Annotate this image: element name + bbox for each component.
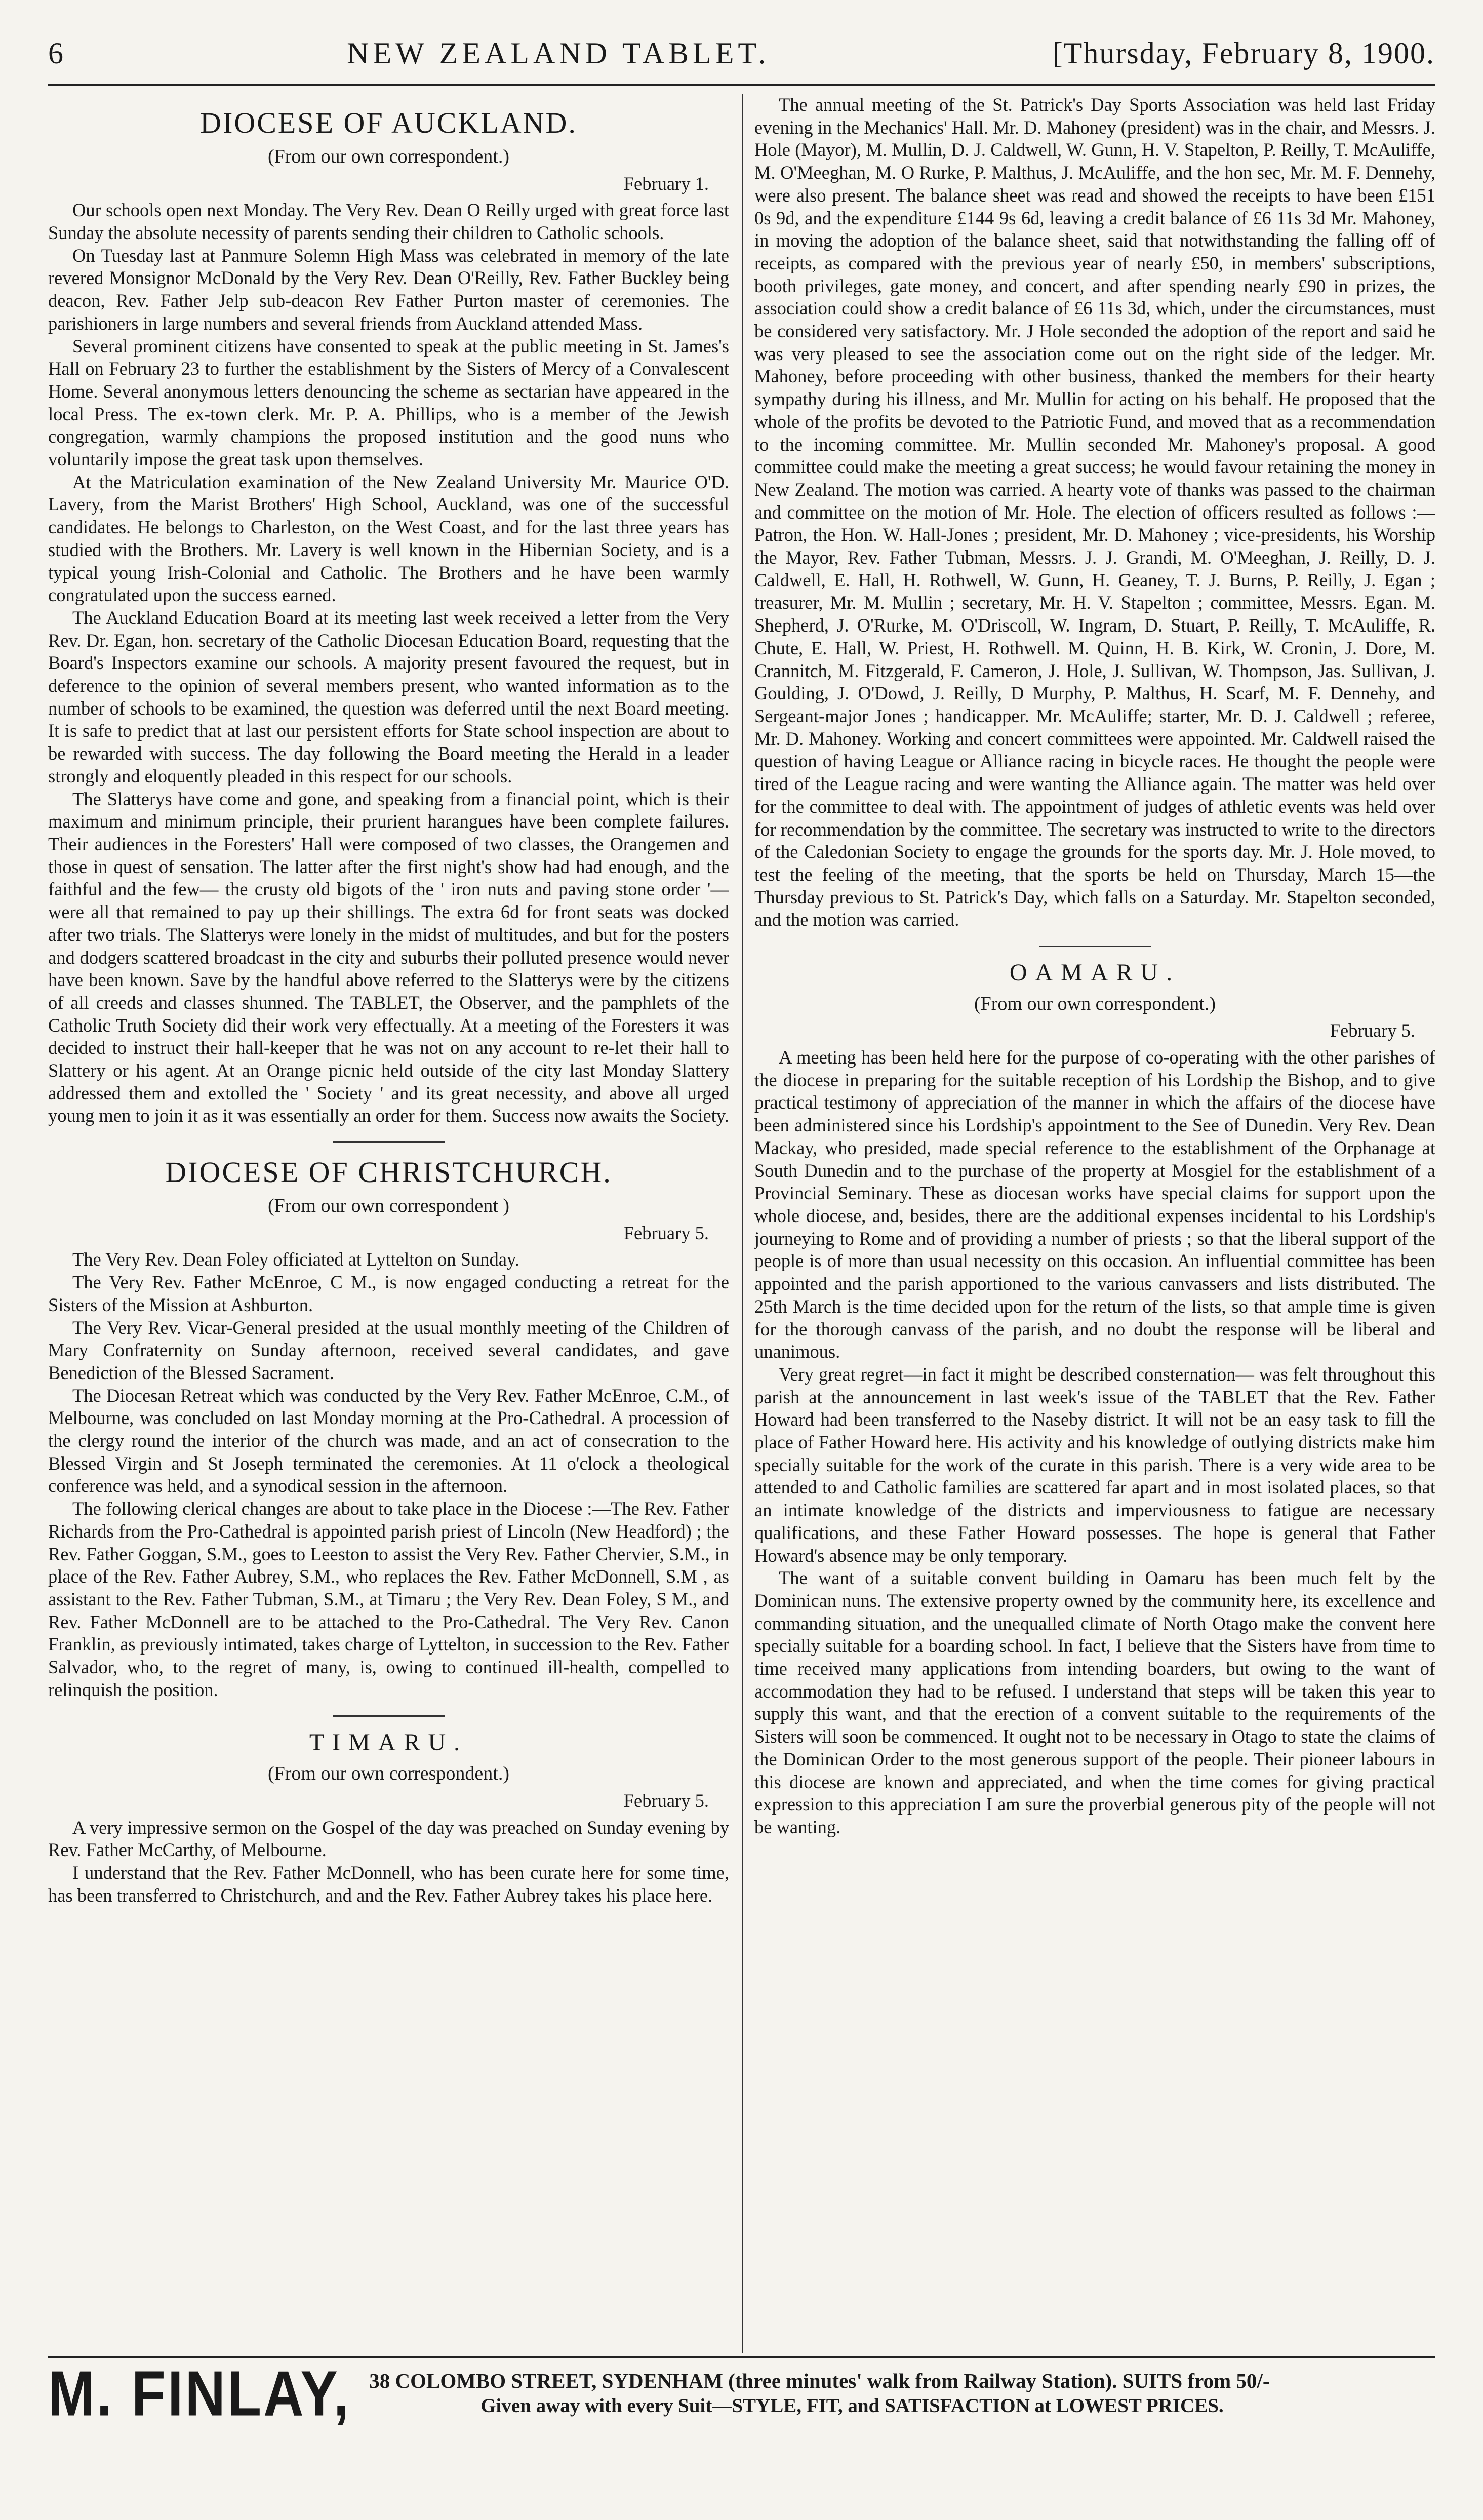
christchurch-title: DIOCESE OF CHRISTCHURCH. <box>165 1156 612 1189</box>
advert-line-1: 38 COLOMBO STREET, SYDENHAM (three minutes' walk from Railway Station). SUITS from 50/- <box>369 2369 1270 2392</box>
timaru-paragraph: A very impressive sermon on the Gospel of the day was preached on Sunday evening by Rev. Father McCarthy, of Melbourne. <box>48 1817 729 1861</box>
christchurch-paragraph: The Very Rev. Vicar-General presided at the usual monthly meeting of the Children of Mary Confraternity on Sunday afternoon, received several candidates, and gave Benediction of the Blessed Sacrament. <box>48 1317 729 1383</box>
column-divider <box>742 94 743 2353</box>
christchurch-paragraph: The Very Rev. Father McEnroe, C M., is now engaged conducting a retreat for the Sisters of the Mission at Ashburton. <box>48 1272 729 1315</box>
newspaper-title: NEW ZEALAND TABLET. <box>347 36 770 70</box>
oamaru-paragraph: Very great regret—in fact it might be described consternation— was felt throughout this parish at the announcement in last week's issue of the TABLET that the Rev. Father Howard had been transferred to the Naseby district. It will not be an easy task to fill the place of Father Howard here. His activity and his knowledge of outlying districts make him specially suitable for the work of the curate in this parish. There is a very wide area to be attended to and Catholic families are scattered far apart and in most isolated places, so that an intimate knowledge of the districts and imperviousness to fatigue are necessary qualifications, and these Father Howard possesses. The hope is general that Father Howard's absence may be only temporary. <box>754 1363 1435 1566</box>
christchurch-correspondent: (From our own correspondent ) <box>267 1195 509 1217</box>
oamaru-title: OAMARU. <box>1009 959 1181 987</box>
auckland-correspondent: (From our own correspondent.) <box>267 146 509 168</box>
christchurch-date: February 5. <box>623 1222 709 1243</box>
christchurch-paragraph: The Very Rev. Dean Foley officiated at Lyttelton on Sunday. <box>72 1249 519 1270</box>
auckland-date: February 1. <box>623 173 709 194</box>
sports-paragraph: The annual meeting of the St. Patrick's Day Sports Association was held last Friday evening in the Mechanics' Hall. Mr. D. Mahoney (president) was in the chair, and Messrs. J. Hole (Mayor), M. Mullin, D. J. Caldwell, W. Gunn, H. V. Stapelton, P. Reilly, T. McAuliffe, M. O'Meeghan, M. O Rurke, P. Malthus, J. McAuliffe, and the hon sec, Mr. M. F. Dennehy, were also present. The balance sheet was read and showed the receipts to have been £151 0s 9d, and the expenditure £144 9s 6d, leaving a credit balance of £6 11s 3d Mr. Mahoney, in moving the adoption of the balance sheet, said that notwithstanding the falling off of receipts, as compared with the previous year of nearly £50, in members' subscriptions, booth privileges, gate money, and concert, and after spending nearly £90 in prizes, the association could show a credit balance of £6 11s 3d, which, under the circumstances, must be considered very satisfactory. Mr. J Hole seconded the adoption of the report and said he was very pleased to see the association come out on the right side of the ledger. Mr. Mahoney, before proceeding with other business, thanked the members for their hearty sympathy during his illness, and Mr. Mullin for acting on his behalf. He proposed that the whole of the profits be devoted to the Patriotic Fund, and moved that as a recommendation to the incoming committee. Mr. Mullin seconded Mr. Mahoney's proposal. A good committee could make the meeting a great success; he would favour retaining the money in New Zealand. The motion was carried. A hearty vote of thanks was passed to the chairman and committee on the motion of Mr. Hole. The election of officers resulted as follows :—Patron, the Hon. W. Hall-Jones ; president, Mr. D. Mahoney ; vice-presidents, his Worship the Mayor, Rev. Father Tubman, Messrs. J. J. Grandi, M. O'Meeghan, J. Reilly, D. J. Caldwell, E. Hall, H. Rothwell, W. Gunn, H. Geaney, T. J. Burns, P. Reilly, J. Egan ; treasurer, Mr. M. Mullin ; secretary, Mr. H. V. Stapelton ; committee, Messrs. Egan. M. Shepherd, J. O'Rurke, M. O'Driscoll, W. Ingram, D. Stuart, P. Reilly, T. McAuliffe, R. Chute, E. Hall, W. Priest, H. Rothwell. M. Quinn, H. B. Kirk, W. Cronin, J. Dore, M. Crannitch, M. Fitzgerald, F. Cameron, J. Hole, J. Sullivan, W. Thompson, Jas. Sullivan, J. Goulding, J. O'Dowd, J. Reilly, D Murphy, P. Malthus, H. Scarf, M. F. Dennehy, and Sergeant-major Jones ; handicapper. Mr. McAuliffe; starter, Mr. D. J. Caldwell ; referee, Mr. D. Mahoney. Working and concert committees were appointed. Mr. Caldwell raised the question of having League or Alliance racing in bicycle races. He thought the people were tired of the League racing and were wanting the Alliance again. The matter was held over for the committee to deal with. The appointment of judges of athletic events was held over for recommendation by the committee. The secretary was instructed to write to the directors of the Caledonian Society to engage the grounds for the sports day. Mr. J. Hole moved, to test the feeling of the meeting, that the sports be held on Thursday, March 15—the Thursday previous to St. Patrick's Day, which falls on a Saturday. Mr. Stapelton seconded, and the motion was carried. <box>754 94 1435 930</box>
timaru-title: TIMARU. <box>309 1729 468 1756</box>
timaru-paragraph: I understand that the Rev. Father McDonnell, who has been curate here for some time, has been transferred to Christchurch, and and the Rev. Father Aubrey takes his place here. <box>48 1862 729 1906</box>
advert-name: M. FINLAY, <box>48 2357 351 2429</box>
christchurch-paragraph: The Diocesan Retreat which was conducted by the Very Rev. Father McEnroe, C.M., of Melbourne, was concluded on last Monday morning at the Pro-Cathedral. A procession of the clergy round the interior of the church was made, and an act of consecration to the Blessed Virgin and St Joseph terminated the ceremonies. At 11 o'clock a theological conference was held, and a synodical session in the afternoon. <box>48 1385 729 1497</box>
oamaru-correspondent: (From our own correspondent.) <box>974 993 1216 1014</box>
section-separator <box>333 1715 445 1717</box>
right-column <box>754 94 1435 2353</box>
page-number: 6 <box>48 36 64 70</box>
auckland-paragraph: On Tuesday last at Panmure Solemn High Mass was celebrated in memory of the late revered Monsignor McDonald by the Very Rev. Dean O'Reilly, Rev. Father Buckley being deacon, Rev. Father Jelp sub-deacon Rev Father Purton master of ceremonies. The parishioners in large numbers and several friends from Auckland attended Mass. <box>48 245 729 334</box>
left-column <box>48 94 729 2353</box>
issue-date: [Thursday, February 8, 1900. <box>1052 36 1435 70</box>
auckland-paragraph: The Auckland Education Board at its meeting last week received a letter from the Very Rev. Dr. Egan, hon. secretary of the Catholic Diocesan Education Board, requesting that the Board's Inspectors examine our schools. A majority present favoured the request, but in deference to the opinion of several members present, who wanted information as to the number of schools to be examined, the question was deferred until the next Board meeting. It is safe to predict that at last our persistent efforts for State school inspection are about to be rewarded with success. The day following the Board meeting the Herald in a leader strongly and eloquently pleaded in this respect for our schools. <box>48 607 729 786</box>
timaru-date: February 5. <box>623 1790 709 1811</box>
page-header <box>48 25 1435 81</box>
oamaru-paragraph: A meeting has been held here for the purpose of co-operating with the other parishes of the diocese in preparing for the suitable reception of his Lordship the Bishop, and to give practical testimony of appreciation of the manner in which the affairs of the diocese have been administered since his Lordship's appointment to the See of Dunedin. Very Rev. Dean Mackay, who presided, made special reference to the establishment of the Orphanage at South Dunedin and to the purchase of the property at Mosgiel for the establishment of a Provincial Seminary. These as diocesan works have special claims for support upon the whole diocese, and, besides, there are the additional expenses incidental to his Lordship's journeying to Rome and of providing a number of priests ; so that the liberal support of the people is of more than usual necessity on this occasion. An influential committee has been appointed and the parish apportioned to the various canvassers and lists distributed. The 25th March is the time decided upon for the return of the lists, so that ample time is given for the thorough canvass of the parish, and no doubt the response will be liberal and unanimous. <box>754 1047 1435 1362</box>
oamaru-paragraph: The want of a suitable convent building in Oamaru has been much felt by the Dominican nuns. The extensive property owned by the community here, its excellence and commanding situation, and the unequalled climate of North Otago make the convent here specially suitable for a boarding school. In fact, I believe that the Sisters have from time to time received many applications from intending boarders, but owing to the want of accommodation they had to be refused. I understand that steps will be taken this year to supply this want, and that the erection of a convent suitable to the requirements of the Sisters will soon be commenced. It ought not to be necessary in Otago to state the claims of the Dominican Order to the most generous support of the people. Their pioneer labours in this diocese are known and appreciated, and when the time comes for giving practical expression to this appreciation I am sure the proverbial generous pity of the people will not be wanting. <box>754 1567 1435 1837</box>
auckland-paragraph: Our schools open next Monday. The Very Rev. Dean O Reilly urged with great force last Sunday the absolute necessity of parents sending their children to Catholic schools. <box>48 200 729 243</box>
auckland-paragraph: Several prominent citizens have consented to speak at the public meeting in St. James's Hall on February 23 to further the establishment by the Sisters of Mercy of a Convalescent Home. Several anonymous letters denouncing the scheme as sectarian have appeared in the local Press. The ex-town clerk. Mr. P. A. Phillips, who is a member of the Jewish congregation, warmly champions the proposed institution and the good nuns who voluntarily impose the great task upon themselves. <box>48 335 729 470</box>
section-separator <box>1039 946 1151 947</box>
christchurch-paragraph: The following clerical changes are about to take place in the Diocese :—The Rev. Father Richards from the Pro-Cathedral is appointed parish priest of Lincoln (New Headford) ; the Rev. Father Goggan, S.M., goes to Leeston to assist the Very Rev. Father Chervier, S.M., in place of the Rev. Father Aubrey, S.M., who replaces the Rev. Father McDonnell, S.M , as assistant to the Rev. Father Tubman, S.M., at Timaru ; the Very Rev. Dean Foley, S M., and Rev. Father McDonnell are to be attached to the Pro-Cathedral. The Very Rev. Canon Franklin, as previously intimated, takes charge of Lyttelton, in succession to the Rev. Father Salvador, who, to the regret of many, is, owing to continued ill-health, compelled to relinquish the position. <box>48 1498 729 1700</box>
auckland-paragraph: At the Matriculation examination of the New Zealand University Mr. Maurice O'D. Lavery, from the Marist Brothers' High School, Auckland, was one of the successful candidates. He belongs to Charleston, on the West Coast, and for the last three years has studied with the Brothers. Mr. Lavery is well known in the Hibernian Society, and is a typical young Irish-Colonial and Catholic. The Brothers and he have been warmly congratulated upon the success earned. <box>48 471 729 606</box>
advert-line-2: Given away with every Suit—STYLE, FIT, and SATISFACTION at LOWEST PRICES. <box>480 2395 1224 2417</box>
oamaru-date: February 5. <box>1330 1020 1415 1041</box>
auckland-title: DIOCESE OF AUCKLAND. <box>200 106 577 139</box>
section-separator <box>333 1141 445 1143</box>
auckland-paragraph: The Slatterys have come and gone, and speaking from a financial point, which is their maximum and minimum principle, their prurient harangues have been complete failures. Their audiences in the Foresters' Hall were composed of two classes, the Orangemen and those in quest of sensation. The latter after the first night's show had had enough, and the faithful and the few— the crusty old bigots of the ' iron nuts and paving stone order '— were all that remained to pay up their shillings. The extra 6d for front seats was docked after two trials. The Slatterys were lonely in the midst of multitudes, and but for the posters and dodgers scattered broadcast in the city and suburbs their polluted presence would never have been known. Save by the handful above referred to the Slatterys were by the citizens of all creeds and classes shunned. The TABLET, the Observer, and the pamphlets of the Catholic Truth Society did their work very effectually. At a meeting of the Foresters it was decided to instruct their hall-keeper that he was not on any account to re-let their hall to Slattery or his agent. At an Orange picnic held outside of the city last Monday Slattery addressed them and extolled the ' Society ' and its great necessity, and above all urged young men to join it as it was essentially an order for them. Success now awaits the Society. <box>48 788 729 1126</box>
advert-lines <box>369 2368 1269 2419</box>
finlay-advertisement <box>48 2357 1435 2429</box>
header-rule <box>48 84 1435 86</box>
timaru-correspondent: (From our own correspondent.) <box>267 1763 509 1785</box>
